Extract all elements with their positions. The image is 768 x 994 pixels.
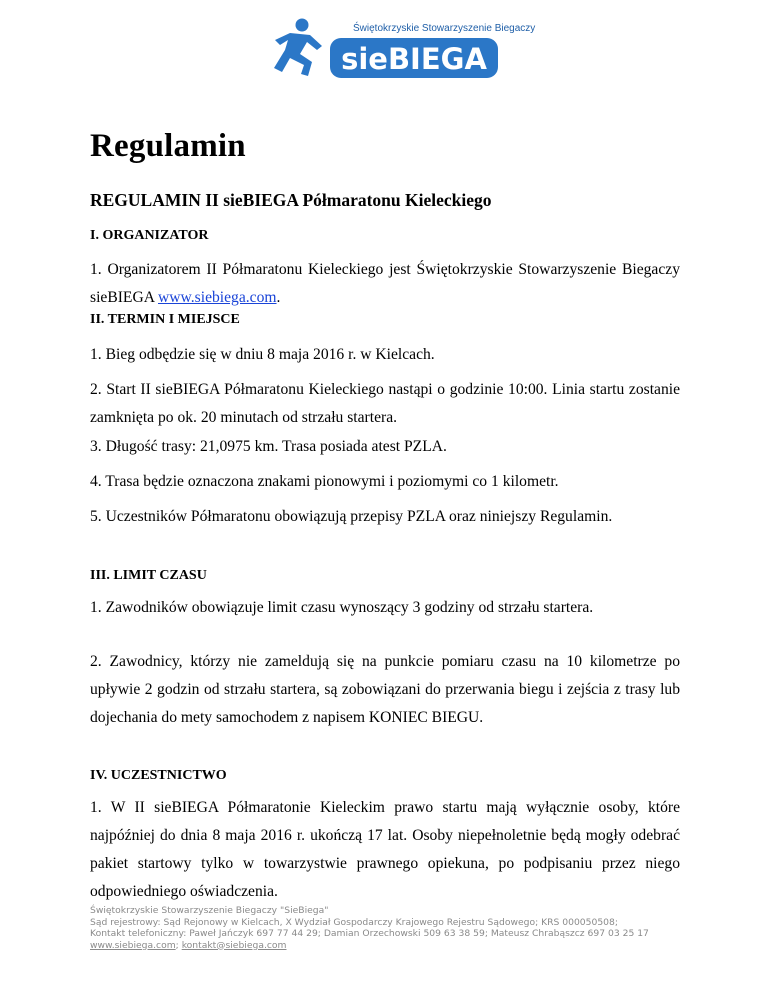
runner-icon	[274, 19, 322, 77]
footer-website-link[interactable]: www.siebiega.com	[90, 939, 176, 951]
website-link[interactable]: www.siebiega.com	[158, 289, 277, 306]
footer-registry: Sąd rejestrowy: Sąd Rejonowy w Kielcach, X Wydział Gospodarczy Krajowego Rejestru Sądowego; KRS 000050508;	[90, 916, 618, 928]
time-place-item-1: 1. Bieg odbędzie się w dniu 8 maja 2016 r. w Kielcach.	[90, 346, 435, 363]
time-place-item-5: 5. Uczestników Półmaratonu obowiązują przepisy PZLA oraz niniejszy Regulamin.	[90, 508, 613, 525]
time-place-item-3: 3. Długość trasy: 21,0975 km. Trasa posiada atest PZLA.	[90, 438, 447, 455]
organizer-text: 1. Organizatorem II Półmaratonu Kieleckiego jest Świętokrzyskie Stowarzyszenie Biegaczy sieBIEGA	[90, 261, 680, 306]
logo-tagline: Świętokrzyskie Stowarzyszenie Biegaczy	[353, 23, 536, 34]
document-subtitle: REGULAMIN II sieBIEGA Półmaratonu Kieleckiego	[90, 190, 492, 210]
section-heading-participation: IV. UCZESTNICTWO	[90, 768, 227, 783]
section-heading-time-limit: III. LIMIT CZASU	[90, 568, 207, 583]
participation-item-1: 1. W II sieBIEGA Półmaratonie Kieleckim prawo startu mają wyłącznie osoby, które najpóźniej do dnia 8 maja 2016 r. ukończą 17 lat. Osoby niepełnoletnie będą mogły odebrać pakiet startowy tylko w towarzystwie prawnego opiekuna, po podpisaniu przez niego odpowiedniego oświadczenia.	[90, 799, 680, 900]
footer-links	[90, 940, 700, 952]
time-limit-item-2: 2. Zawodnicy, którzy nie zameldują się na punkcie pomiaru czasu na 10 kilometrze po upływie 2 godzin od strzału startera, są zobowiązani do przerwania biegu i zejścia z trasy lub dojechania do mety samochodem z napisem KONIEC BIEGU.	[90, 653, 680, 726]
footer-contacts: Kontakt telefoniczny: Paweł Jańczyk 697 77 44 29; Damian Orzechowski 509 63 38 59; Mateusz Chrabąszcz 697 03 25 17	[90, 928, 649, 939]
siebiega-logo	[270, 16, 536, 84]
section-heading-organizer: I. ORGANIZATOR	[90, 228, 209, 243]
footer-org-name: Świętokrzyskie Stowarzyszenie Biegaczy "SieBiega"	[90, 905, 329, 916]
section-heading-time-place: II. TERMIN I MIEJSCE	[90, 312, 240, 327]
organizer-paragraph	[90, 256, 680, 312]
page-footer	[90, 905, 700, 951]
time-limit-item-1: 1. Zawodników obowiązuje limit czasu wynoszący 3 godziny od strzału startera.	[90, 599, 594, 616]
time-place-item-2: 2. Start II sieBIEGA Półmaratonu Kieleckiego nastąpi o godzinie 10:00. Linia startu zostanie zamknięta po ok. 20 minutach od strzału startera.	[90, 381, 680, 426]
time-place-item-4: 4. Trasa będzie oznaczona znakami pionowymi i poziomymi co 1 kilometr.	[90, 473, 559, 490]
footer-separator: ;	[175, 939, 182, 951]
logo-wordmark: sieBIEGA	[341, 42, 487, 76]
footer-email-link[interactable]: kontakt@siebiega.com	[181, 939, 287, 951]
page-title: Regulamin	[90, 128, 246, 164]
organizer-text-tail: .	[276, 289, 281, 306]
